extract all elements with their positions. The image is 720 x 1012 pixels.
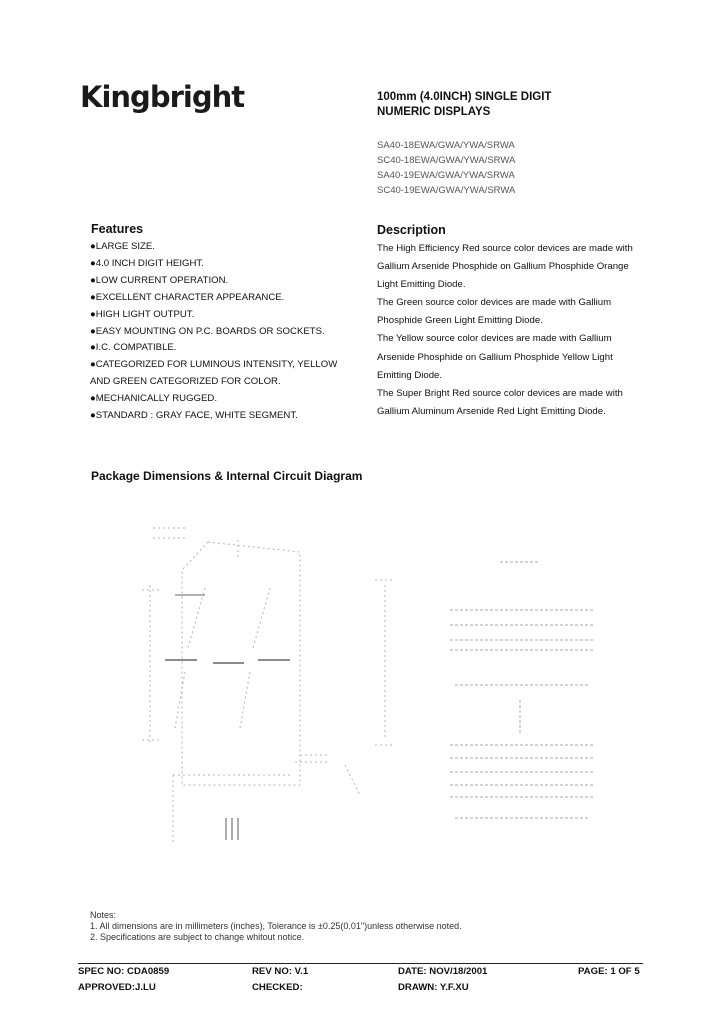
description-line: Light Emitting Diode. <box>377 279 466 291</box>
part-number: SA40-18EWA/GWA/YWA/SRWA <box>377 140 515 151</box>
package-diagram <box>0 500 720 870</box>
note-item: 1. All dimensions are in millimeters (inches), Tolerance is ±0.25(0.01")unless otherwise noted. <box>90 921 462 931</box>
part-number-list <box>377 138 515 198</box>
checked-by: CHECKED: <box>252 982 303 993</box>
kingbright-logo: Kingbright <box>80 80 245 114</box>
side-view-drawing <box>295 580 395 795</box>
package-heading: Package Dimensions & Internal Circuit Diagram <box>91 469 363 483</box>
feature-item: ●EASY MOUNTING ON P.C. BOARDS OR SOCKETS. <box>90 325 325 337</box>
description-line: The Super Bright Red source color devices are made with <box>377 387 623 399</box>
features-heading: Features <box>91 222 144 236</box>
title-line-1: 100mm (4.0INCH) SINGLE DIGIT <box>377 91 552 103</box>
description-line: The Yellow source color devices are made with Gallium <box>377 333 612 345</box>
document-title <box>377 90 551 120</box>
part-number: SA40-19EWA/GWA/YWA/SRWA <box>377 170 515 181</box>
feature-item: ●I.C. COMPATIBLE. <box>90 342 177 354</box>
feature-item: ●MECHANICALLY RUGGED. <box>90 393 217 405</box>
description-line: Arsenide Phosphide on Gallium Phosphide Yellow Light <box>377 351 613 363</box>
footer-divider <box>78 963 643 964</box>
part-number: SC40-18EWA/GWA/YWA/SRWA <box>377 155 516 166</box>
description-line: The High Efficiency Red source color devices are made with <box>377 243 633 254</box>
feature-item: AND GREEN CATEGORIZED FOR COLOR. <box>90 376 281 388</box>
page-number: PAGE: 1 OF 5 <box>578 966 640 977</box>
circuit-diagram-bottom <box>450 745 595 818</box>
front-view-drawing <box>142 528 300 845</box>
revision-number: REV NO: V.1 <box>252 966 309 977</box>
part-number: SC40-19EWA/GWA/YWA/SRWA <box>377 185 516 196</box>
notes-block <box>90 910 462 943</box>
feature-item: ●LOW CURRENT OPERATION. <box>90 274 229 286</box>
title-line-2: NUMERIC DISPLAYS <box>377 106 491 118</box>
spec-number: SPEC NO: CDA0859 <box>78 966 170 977</box>
description-line: Gallium Aluminum Arsenide Red Light Emitting Diode. <box>377 405 606 417</box>
notes-heading: Notes: <box>90 910 117 920</box>
note-item: 2. Specifications are subject to change whitout notice. <box>90 932 305 942</box>
document-date: DATE: NOV/18/2001 <box>398 966 488 977</box>
description-line: Emitting Diode. <box>377 369 443 381</box>
feature-item: ●STANDARD : GRAY FACE, WHITE SEGMENT. <box>90 410 298 422</box>
feature-item: ●EXCELLENT CHARACTER APPEARANCE. <box>90 291 285 303</box>
circuit-diagram-top <box>450 562 595 735</box>
approved-by: APPROVED:J.LU <box>78 982 156 993</box>
description-line: Phosphide Green Light Emitting Diode. <box>377 315 543 327</box>
feature-item: ●CATEGORIZED FOR LUMINOUS INTENSITY, YELLOW <box>90 359 338 371</box>
feature-item: ●4.0 INCH DIGIT HEIGHT. <box>90 257 204 269</box>
digit-segment-lines <box>165 595 290 663</box>
description-text <box>377 240 677 421</box>
description-line: The Green source color devices are made with Gallium <box>377 297 612 309</box>
drawn-by: DRAWN: Y.F.XU <box>398 982 469 993</box>
pin-drawing <box>226 818 238 840</box>
features-list <box>90 239 337 425</box>
feature-item: ●LARGE SIZE. <box>90 241 155 252</box>
description-line: Gallium Arsenide Phosphide on Gallium Phosphide Orange <box>377 261 629 273</box>
feature-item: ●HIGH LIGHT OUTPUT. <box>90 308 195 320</box>
description-heading: Description <box>377 223 446 237</box>
